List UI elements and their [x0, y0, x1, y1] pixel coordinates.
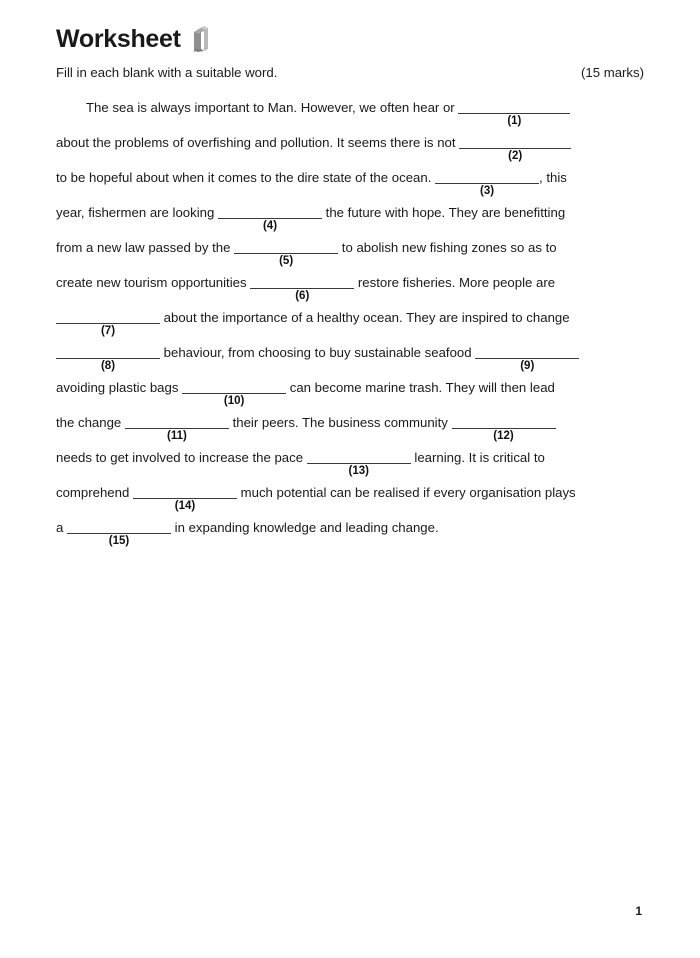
- passage-line: [56, 485, 638, 520]
- blank-number-label: (13): [348, 465, 369, 477]
- passage-text: in expanding knowledge and leading change.: [171, 520, 439, 535]
- blank-rule: [307, 463, 411, 464]
- worksheet-number-badge-icon: [191, 25, 210, 53]
- passage-line: [56, 205, 638, 240]
- blank-rule: [234, 253, 338, 254]
- blank-rule: [218, 218, 322, 219]
- blank-number-label: (7): [100, 325, 116, 337]
- blank-number-label: (12): [493, 430, 514, 442]
- passage-line: [56, 310, 638, 345]
- passage-line: [56, 520, 638, 555]
- blank-number-label: (2): [508, 150, 523, 162]
- blank-rule: [56, 358, 160, 359]
- passage-text: much potential can be realised if every organisation plays: [236, 485, 576, 500]
- answer-blank[interactable]: [218, 205, 322, 232]
- blank-rule: [452, 428, 556, 429]
- passage-line: [56, 415, 638, 450]
- passage-line: [56, 380, 638, 415]
- blank-rule: [133, 498, 237, 499]
- worksheet-header: [56, 24, 644, 81]
- title-text: Worksheet: [56, 25, 181, 53]
- passage-text: learning. It is critical to: [410, 450, 545, 465]
- blank-number-label: (4): [262, 220, 278, 232]
- passage-line: [56, 240, 638, 275]
- passage-text: about the problems of overfishing and pollution. It seems there is not: [56, 135, 460, 150]
- answer-blank[interactable]: [459, 135, 571, 162]
- blank-number-label: (1): [507, 115, 522, 127]
- answer-blank[interactable]: [234, 240, 338, 267]
- blank-number-label: (8): [100, 360, 116, 372]
- blank-number-label: (10): [223, 395, 245, 407]
- blank-rule: [125, 428, 229, 429]
- answer-blank[interactable]: [67, 520, 171, 547]
- answer-blank[interactable]: [307, 450, 411, 477]
- passage-line: [56, 100, 638, 135]
- blank-number-label: (3): [480, 185, 495, 197]
- blank-number-label: (5): [279, 255, 294, 267]
- blank-number-label: (9): [520, 360, 535, 372]
- passage-body: [56, 100, 638, 555]
- blank-rule: [182, 393, 286, 394]
- marks-label: (15 marks): [580, 65, 644, 80]
- instruction-row: [56, 65, 644, 81]
- answer-blank[interactable]: [435, 170, 539, 197]
- passage-line: [56, 170, 638, 205]
- passage-text: needs to get involved to increase the pace: [56, 450, 307, 465]
- answer-blank[interactable]: [56, 345, 160, 372]
- passage-text: avoiding plastic bags: [56, 380, 183, 395]
- answer-blank[interactable]: [125, 415, 229, 442]
- blank-rule: [459, 148, 571, 149]
- passage-text: The sea is always important to Man. However, we often hear or: [86, 100, 459, 115]
- blank-rule: [250, 288, 354, 289]
- blank-rule: [435, 183, 539, 184]
- answer-blank[interactable]: [182, 380, 286, 407]
- answer-blank[interactable]: [250, 275, 354, 302]
- passage-line: [56, 275, 638, 310]
- blank-number-label: (11): [167, 430, 187, 442]
- passage-text: can become marine trash. They will then lead: [286, 380, 555, 395]
- passage-text: comprehend: [56, 485, 133, 500]
- passage-text: to be hopeful about when it comes to the dire state of the ocean.: [56, 170, 436, 185]
- passage-line: [56, 450, 638, 485]
- page-title: [56, 24, 644, 54]
- passage-text: from a new law passed by the: [56, 240, 235, 255]
- passage-text: about the importance of a healthy ocean. They are inspired to change: [160, 310, 570, 325]
- passage-text: restore fisheries. More people are: [354, 275, 556, 290]
- passage-text: create new tourism opportunities: [56, 275, 251, 290]
- blank-rule: [475, 358, 579, 359]
- passage-line: [56, 135, 638, 170]
- answer-blank[interactable]: [452, 415, 556, 442]
- passage-text: the future with hope. They are benefitting: [322, 205, 566, 220]
- instruction-text: Fill in each blank with a suitable word.: [56, 65, 278, 80]
- answer-blank[interactable]: [458, 100, 570, 127]
- answer-blank[interactable]: [133, 485, 237, 512]
- passage-text: , this: [539, 170, 567, 185]
- passage-text: behaviour, from choosing to buy sustainable seafood: [160, 345, 476, 360]
- blank-rule: [56, 323, 160, 324]
- answer-blank[interactable]: [56, 310, 160, 337]
- passage-text: the change: [56, 415, 125, 430]
- blank-number-label: (6): [295, 290, 310, 302]
- blank-number-label: (15): [108, 535, 130, 547]
- answer-blank[interactable]: [475, 345, 579, 372]
- passage-text: a: [56, 520, 67, 535]
- footer-page-number: 1: [635, 904, 642, 918]
- passage-text: year, fishermen are looking: [56, 205, 218, 220]
- blank-rule: [458, 113, 570, 114]
- blank-number-label: (14): [174, 500, 196, 512]
- blank-rule: [67, 533, 171, 534]
- passage-text: to abolish new fishing zones so as to: [338, 240, 557, 255]
- passage-line: [56, 345, 638, 380]
- passage-text: their peers. The business community: [228, 415, 452, 430]
